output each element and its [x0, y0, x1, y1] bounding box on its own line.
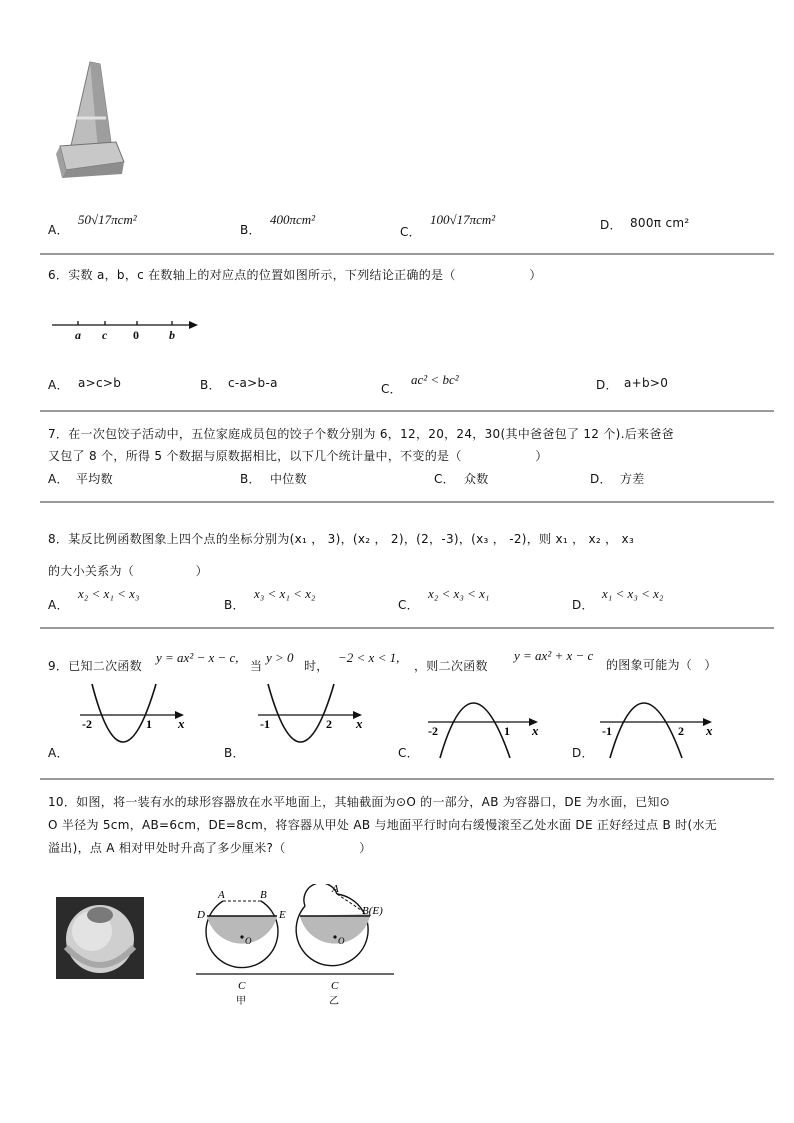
- q9-c-left-root: -2: [428, 724, 438, 738]
- spherical-container-photo: [56, 897, 144, 979]
- q9-c-right-root: 1: [504, 724, 510, 738]
- q8-option-a-letter: A．: [48, 598, 69, 612]
- q8-option-d-text: x₁ < x₃ < x₂: [602, 586, 664, 601]
- q9-b-left-root: -1: [260, 717, 270, 731]
- q9-option-c-letter: C．: [398, 746, 419, 760]
- q9-stem-prefix: 9．已知二次函数: [48, 659, 143, 673]
- q7-option-c-letter: C．: [434, 472, 455, 486]
- q5-option-c-text: 100√17πcm²: [430, 212, 496, 227]
- q9-option-b-letter: B．: [224, 746, 245, 760]
- q8-option-c-text: x₂ < x₃ < x₁: [428, 586, 490, 601]
- q8-option-b-text: x₃ < x₁ < x₂: [254, 586, 316, 601]
- q5-option-d-letter: D．: [600, 218, 622, 232]
- q7-stem-line1: 7．在一次包饺子活动中，五位家庭成员包的饺子个数分别为 6，12，20，24，30(其中爸爸包了 12 个).后来爸爸: [48, 427, 674, 441]
- q6-stem: 6．实数 a，b，c 在数轴上的对应点的位置如图所示，下列结论正确的是（ ）: [48, 268, 542, 282]
- label-d-jia: D: [197, 909, 205, 921]
- number-line: [50, 316, 202, 346]
- q7-option-a-text: 平均数: [76, 472, 113, 486]
- q5-option-c-letter: C．: [400, 225, 421, 239]
- q9-d-left-root: -1: [602, 724, 612, 738]
- q9-graph-b: [256, 680, 366, 756]
- divider-q9: [40, 778, 774, 780]
- q10-stem-line3: 溢出)，点 A 相对甲处时升高了多少厘米?（ ）: [48, 841, 372, 855]
- label-o-jia: O: [245, 936, 252, 946]
- q9-a-axis-label: x: [178, 716, 185, 731]
- q6-option-b-text: c-a>b-a: [228, 376, 278, 390]
- q7-option-b-letter: B．: [240, 472, 261, 486]
- q8-option-c-letter: C．: [398, 598, 419, 612]
- q9-condition: y > 0: [266, 650, 294, 665]
- q9-suffix: 的图象可能为（ ）: [606, 658, 717, 672]
- q9-func1: y = ax² − x − c,: [156, 650, 239, 665]
- q7-option-b-text: 中位数: [270, 472, 307, 486]
- q7-stem-line2: 又包了 8 个，所得 5 个数据与原数据相比，以下几个统计量中，不变的是（ ）: [48, 449, 548, 463]
- q5-option-b-letter: B．: [240, 223, 261, 237]
- q8-option-b-letter: B．: [224, 598, 245, 612]
- label-yi: 乙: [329, 996, 339, 1007]
- divider-q8: [40, 627, 774, 629]
- q9-graph-a: [78, 680, 188, 756]
- label-c-yi: C: [331, 980, 339, 992]
- q9-then: ，则二次函数: [414, 659, 488, 673]
- q6-option-c-letter: C．: [381, 382, 402, 396]
- q9-func2: y = ax² + x − c: [514, 648, 594, 663]
- q9-shi: 时，: [304, 659, 329, 673]
- label-a-yi: A: [332, 884, 339, 895]
- axis-label-b: b: [169, 328, 175, 342]
- q8-option-d-letter: D．: [572, 598, 594, 612]
- q9-d-axis-label: x: [706, 723, 713, 738]
- q9-graph-d: [598, 680, 718, 760]
- axis-label-a: a: [75, 328, 81, 342]
- q6-option-b-letter: B．: [200, 378, 221, 392]
- label-c-jia: C: [238, 980, 246, 992]
- q9-when: 当: [250, 659, 263, 673]
- q8-option-a-text: x₂ < x₁ < x₃: [78, 586, 140, 601]
- axis-label-zero: 0: [133, 328, 139, 342]
- traffic-cone-image: [54, 58, 126, 178]
- q5-option-d-text: 800π cm²: [630, 216, 690, 230]
- q10-stem-line2: O 半径为 5cm，AB=6cm，DE=8cm，将容器从甲处 AB 与地面平行时向右缓慢滚至乙处水面 DE 正好经过点 B 时(水无: [48, 818, 718, 832]
- q7-option-d-letter: D．: [590, 472, 612, 486]
- q9-range: −2 < x < 1,: [338, 650, 400, 665]
- q5-option-a-text: 50√17πcm²: [78, 212, 137, 227]
- divider-q6: [40, 410, 774, 412]
- q8-stem-line2: 的大小关系为（ ）: [48, 564, 208, 578]
- q10-stem-line1: 10．如图，将一装有水的球形容器放在水平地面上，其轴截面为⊙O 的一部分，AB 为容器口，DE 为水面，已知⊙: [48, 795, 671, 809]
- label-jia: 甲: [236, 996, 246, 1007]
- q8-stem-line1: 8．某反比例函数图象上四个点的坐标分别为(x₁ ， 3)，(x₂ ， 2)，(2，-3)，(x₃ ， -2)，则 x₁ ， x₂ ， x₃: [48, 532, 635, 546]
- divider-q5: [40, 253, 774, 255]
- q9-b-right-root: 2: [326, 717, 332, 731]
- q7-option-d-text: 方差: [620, 472, 645, 486]
- q9-c-axis-label: x: [532, 723, 539, 738]
- q5-option-b-text: 400πcm²: [270, 212, 316, 227]
- divider-q7: [40, 501, 774, 503]
- label-e-jia: E: [279, 909, 286, 921]
- q6-option-a-text: a>c>b: [78, 376, 122, 390]
- q6-option-d-text: a+b>0: [624, 376, 669, 390]
- label-b-jia: B: [260, 889, 267, 901]
- label-o-yi: O: [338, 936, 345, 946]
- q9-a-left-root: -2: [82, 717, 92, 731]
- q9-d-right-root: 2: [678, 724, 684, 738]
- axis-label-c: c: [102, 328, 108, 342]
- q6-option-c-text: ac² < bc²: [411, 372, 459, 387]
- label-be-yi: B(E): [362, 905, 383, 917]
- q5-option-a-letter: A．: [48, 223, 69, 237]
- q9-option-a-letter: A．: [48, 746, 69, 760]
- label-a-jia: A: [218, 889, 225, 901]
- q9-a-right-root: 1: [146, 717, 152, 731]
- q7-option-c-text: 众数: [464, 472, 489, 486]
- q9-graph-c: [426, 680, 546, 760]
- q9-b-axis-label: x: [356, 716, 363, 731]
- q9-option-d-letter: D．: [572, 746, 594, 760]
- sphere-roll-diagram: [194, 884, 398, 1008]
- q6-option-a-letter: A．: [48, 378, 69, 392]
- q7-option-a-letter: A．: [48, 472, 69, 486]
- q6-option-d-letter: D．: [596, 378, 618, 392]
